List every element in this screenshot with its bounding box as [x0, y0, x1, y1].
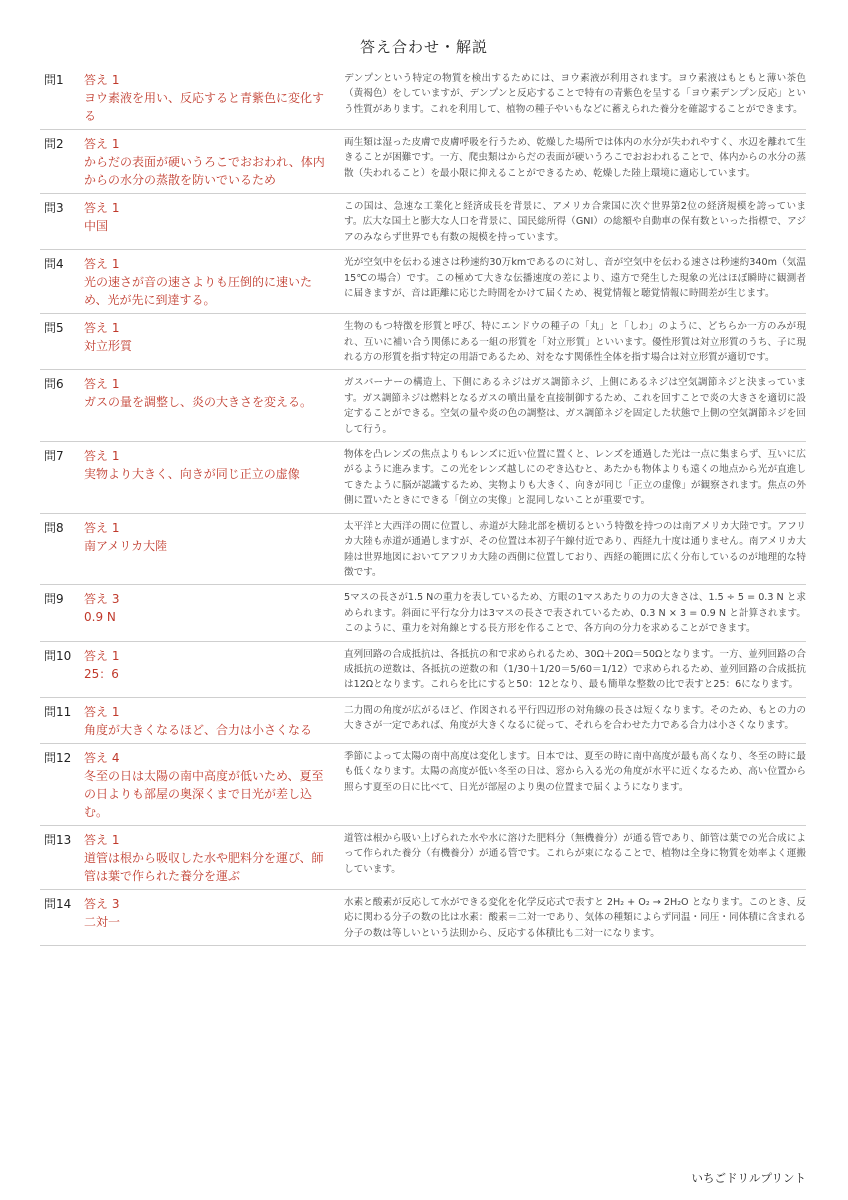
answer-number: 答え 1: [84, 704, 120, 719]
answer-text: 光の速さが音の速さよりも圧倒的に速いため、光が先に到達する。: [84, 275, 313, 308]
question-row: [40, 194, 806, 250]
explanation-text: ガスバーナーの構造上、下側にあるネジはガス調節ネジ、上側にあるネジは空気調節ネジと決まっています。ガス調節ネジは燃料となるガスの噴出量を直接制御するため、これを回すことで炎の大きさを適切に設定することができる。空気の量や炎の色の調整は、ガス調節ネジを固定した状態で上側の空気調節ネジを回して行う。: [344, 370, 806, 442]
answer-cell: [84, 825, 344, 889]
answer-text: 25：6: [84, 666, 119, 681]
question-number: 問4: [40, 250, 84, 314]
answer-cell: [84, 250, 344, 314]
answer-table-body: [40, 66, 806, 945]
answer-text: 中国: [84, 219, 109, 233]
answer-number: 答え 1: [84, 137, 120, 151]
answer-text: からだの表面が硬いうろこでおおわれ、体内からの水分の蒸散を防いでいるため: [84, 155, 325, 187]
question-row: [40, 825, 806, 889]
question-row: [40, 442, 806, 514]
answer-text: ヨウ素液を用い、反応すると青紫色に変化する: [84, 91, 325, 123]
answer-text: 実物より大きく、向きが同じ正立の虚像: [84, 467, 300, 482]
question-row: [40, 889, 806, 945]
question-number: 問5: [40, 314, 84, 370]
answer-cell: [84, 889, 344, 945]
question-number: 問7: [40, 442, 84, 514]
answer-text: 0.9 N: [84, 610, 116, 625]
question-number: 問2: [40, 130, 84, 194]
answer-cell: [84, 314, 344, 370]
answer-text: 角度が大きくなるほど、合力は小さくなる: [84, 722, 313, 737]
question-number: 問14: [40, 889, 84, 945]
question-number: 問8: [40, 513, 84, 585]
answer-cell: [84, 130, 344, 194]
question-number: 問10: [40, 641, 84, 697]
explanation-text: 物体を凸レンズの焦点よりもレンズに近い位置に置くと、レンズを通過した光は一点に集まらず、互いに広がるように進みます。この光をレンズ越しにのぞき込むと、あたかも物体よりも遠くの地点から光が直進してきたように脳が認識するため、実物よりも大きく、向きが同じ「正立の虚像」が観察されます。焦点の外側に置いたときにできる「倒立の実像」と混同しないことが重要です。: [344, 442, 806, 514]
question-number: 問6: [40, 370, 84, 442]
answer-text: 道管は根から吸収した水や肥料分を運び、師管は葉で作られた養分を運ぶ: [84, 850, 324, 883]
answer-text: 冬至の日は太陽の南中高度が低いため、夏至の日よりも部屋の奥深くまで日光が差し込む。: [84, 768, 324, 819]
question-row: [40, 697, 806, 743]
question-row: [40, 743, 806, 825]
question-row: [40, 370, 806, 442]
answer-cell: [84, 697, 344, 743]
answer-number: 答え 3: [84, 592, 120, 607]
explanation-text: 両生類は湿った皮膚で皮膚呼吸を行うため、乾燥した場所では体内の水分が失われやすく、水辺を離れて生きることが困難です。一方、爬虫類はからだの表面が硬いうろこでおおわれることで、体内からの水分の蒸散（失われること）を最小限に抑えることができるため、乾燥した陸上環境に適応しています。: [344, 130, 806, 194]
answer-cell: [84, 743, 344, 825]
question-number: 問11: [40, 697, 84, 743]
answer-number: 答え 1: [84, 449, 120, 464]
explanation-text: 生物のもつ特徴を形質と呼び、特にエンドウの種子の「丸」と「しわ」のように、どちらか一方のみが現れ、互いに補い合う関係にある一組の形質を「対立形質」といいます。優性形質は対立形質のうち、子に現れる方の形質を指す特定の用語であるため、対をなす関係性全体を指す場合は対立形質が適切です。: [344, 314, 806, 370]
answer-cell: [84, 370, 344, 442]
answer-cell: [84, 194, 344, 250]
question-number: 問1: [40, 66, 84, 130]
explanation-text: この国は、急速な工業化と経済成長を背景に、アメリカ合衆国に次ぐ世界第2位の経済規模を誇っています。広大な国土と膨大な人口を背景に、国民総所得（GNI）の総額や自動車の保有数といった指標で、アジアのみならず世界でも有数の規模を持っています。: [344, 194, 806, 250]
answer-cell: [84, 641, 344, 697]
question-row: [40, 130, 806, 194]
answer-cell: [84, 442, 344, 514]
question-number: 問3: [40, 194, 84, 250]
answer-cell: [84, 585, 344, 641]
answer-number: 答え 1: [84, 520, 120, 535]
answer-number: 答え 3: [84, 896, 120, 911]
question-row: [40, 641, 806, 697]
answer-number: 答え 1: [84, 73, 120, 87]
explanation-text: 5マスの長さが1.5 Nの重力を表しているため、方眼の1マスあたりの力の大きさは、1.5 ÷ 5 = 0.3 N と求められます。斜面に平行な分力は3マスの長さで表されているため、0.3 N × 3 = 0.9 N と計算されます。このように、重力を対角線とする長方形を作ることで、各方向の分力を求めることができます。: [344, 585, 806, 641]
footer-brand: いちごドリルプリント: [691, 1171, 806, 1185]
explanation-text: 太平洋と大西洋の間に位置し、赤道が大陸北部を横切るという特徴を持つのは南アメリカ大陸です。アフリカ大陸も赤道が通過しますが、その位置は本初子午線付近であり、西経九十度は通りません。南アメリカ大陸は世界地図においてアフリカ大陸の西側に位置しており、西経の範囲に広く分布しているのが地理的な特徴です。: [344, 513, 806, 585]
question-row: [40, 585, 806, 641]
answer-text: 二対一: [84, 914, 121, 929]
answer-text: ガスの量を調整し、炎の大きさを変える。: [84, 395, 313, 410]
explanation-text: 二力間の角度が広がるほど、作図される平行四辺形の対角線の長さは短くなります。そのため、もとの力の大きさが一定であれば、角度が大きくなるに従って、それらを合わせた力である合力は小さくなります。: [344, 697, 806, 743]
question-number: 問13: [40, 825, 84, 889]
question-number: 問12: [40, 743, 84, 825]
answer-number: 答え 1: [84, 377, 120, 392]
answer-table: [40, 66, 806, 946]
answer-cell: [84, 513, 344, 585]
explanation-text: 水素と酸素が反応して水ができる変化を化学反応式で表すと 2H₂ + O₂ → 2H₂O となります。このとき、反応に関わる分子の数の比は水素：酸素＝二対一であり、気体の種類によらず同温・同圧・同体積に含まれる分子の数は等しいという法則から、反応する体積比も二対一になります。: [344, 889, 806, 945]
question-row: [40, 314, 806, 370]
question-row: [40, 250, 806, 314]
explanation-text: 道管は根から吸い上げられた水や水に溶けた肥料分（無機養分）が通る管であり、師管は葉での光合成によって作られた養分（有機養分）が通る管です。これらが束になることで、植物は全身に物質を効率よく運搬しています。: [344, 825, 806, 889]
answer-number: 答え 1: [84, 201, 120, 215]
question-row: [40, 513, 806, 585]
question-row: [40, 66, 806, 130]
answer-number: 答え 1: [84, 257, 120, 272]
page-title: 答え合わせ・解説: [359, 38, 488, 56]
answer-number: 答え 1: [84, 832, 120, 847]
explanation-text: 光が空気中を伝わる速さは秒速約30万kmであるのに対し、音が空気中を伝わる速さは秒速約340m（気温15℃の場合）です。この極めて大きな伝播速度の差により、遠方で発生した現象の光はほぼ瞬時に観測者に届きますが、音は距離に応じた時間をかけて届くため、視覚情報と聴覚情報に時間差が生じます。: [344, 250, 806, 314]
answer-number: 答え 4: [84, 750, 120, 765]
answer-cell: [84, 66, 344, 130]
explanation-text: 季節によって太陽の南中高度は変化します。日本では、夏至の時に南中高度が最も高くなり、冬至の時に最も低くなります。太陽の高度が低い冬至の日は、窓から入る光の角度が水平に近くなるため、高い位置から照らす夏至の日に比べて、日光が部屋のより奥の位置まで届くようになります。: [344, 743, 806, 825]
answer-number: 答え 1: [84, 321, 120, 336]
answer-number: 答え 1: [84, 648, 120, 663]
answer-text: 南アメリカ大陸: [84, 538, 168, 553]
answer-text: 対立形質: [84, 339, 133, 354]
question-number: 問9: [40, 585, 84, 641]
explanation-text: 直列回路の合成抵抗は、各抵抗の和で求められるため、30Ω＋20Ω＝50Ωとなります。一方、並列回路の合成抵抗の逆数は、各抵抗の逆数の和（1/30＋1/20＝5/60＝1/12）で求められるため、並列回路の合成抵抗は12Ωとなります。これらを比にすると50：12となり、最も簡単な整数の比で表すと25：6になります。: [344, 641, 806, 697]
explanation-text: デンプンという特定の物質を検出するためには、ヨウ素液が利用されます。ヨウ素液はもともと薄い茶色（黄褐色）をしていますが、デンプンと反応することで特有の青紫色を呈する「ヨウ素デンプン反応」という性質があります。これを利用して、植物の種子やいもなどに蓄えられた養分を確認することができます。: [344, 66, 806, 130]
